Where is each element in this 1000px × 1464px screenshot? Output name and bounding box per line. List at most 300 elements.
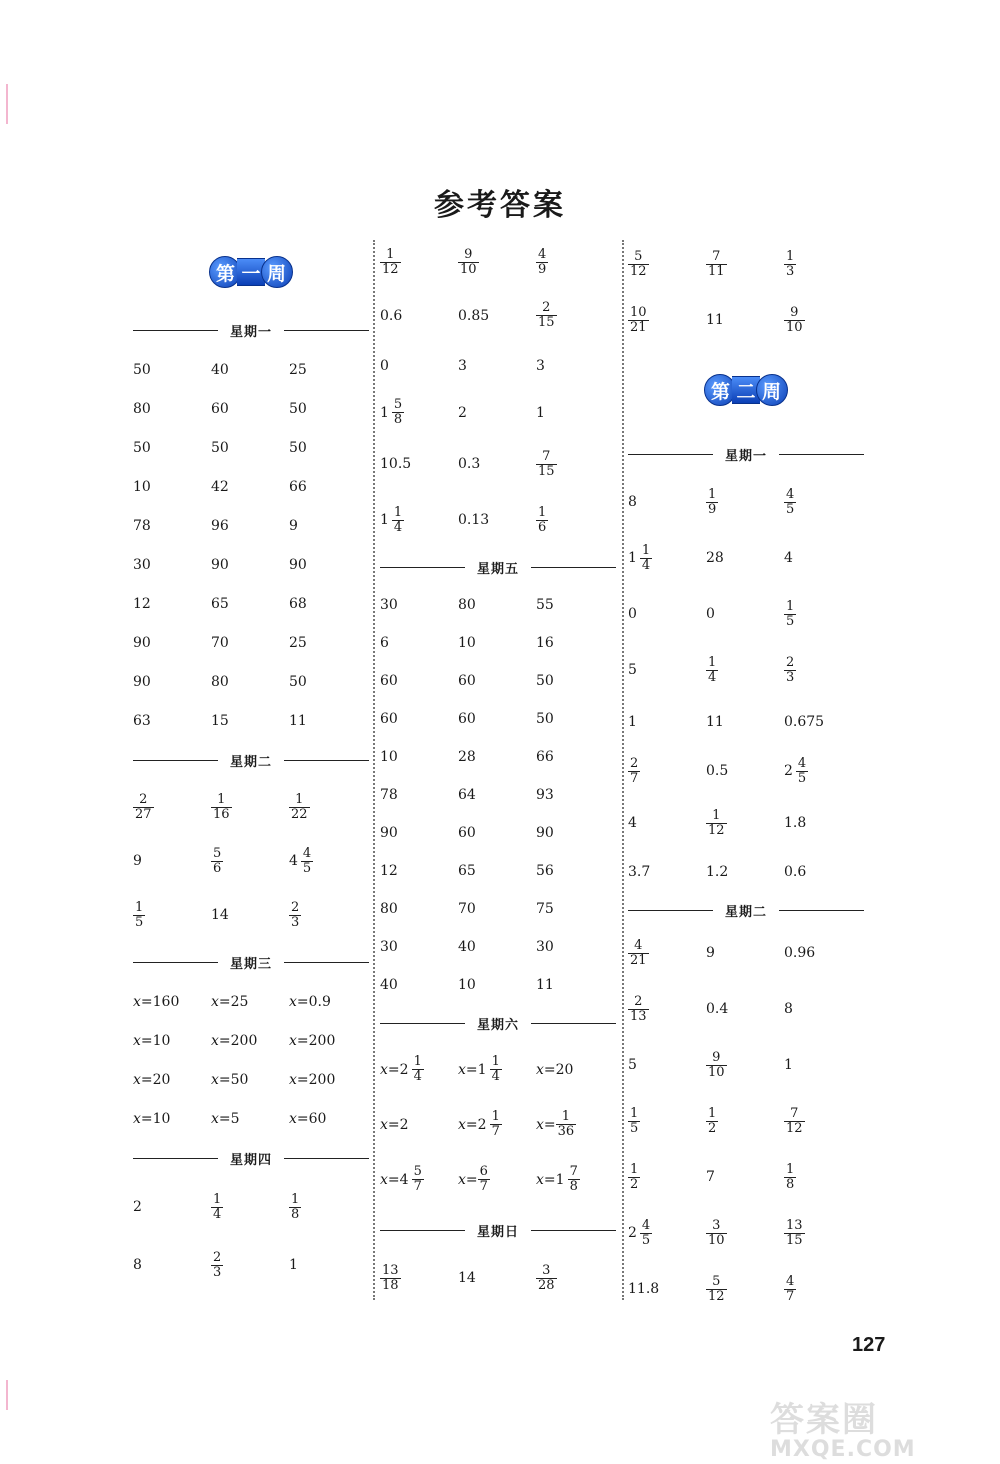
fraction-denominator: 6 bbox=[538, 519, 547, 535]
answer-cell bbox=[458, 635, 536, 651]
answer-row bbox=[628, 1261, 864, 1317]
answer-text: 78 bbox=[133, 517, 151, 534]
fraction bbox=[706, 250, 727, 279]
fraction-denominator: 5 bbox=[797, 770, 807, 786]
answer-row bbox=[628, 698, 864, 745]
answer-cell bbox=[458, 1270, 536, 1286]
answer-row bbox=[133, 1021, 369, 1060]
answer-cell bbox=[289, 1033, 367, 1049]
whole-number: 1 bbox=[380, 512, 389, 528]
answer-text: 42 bbox=[211, 478, 229, 495]
answer-row bbox=[133, 545, 369, 584]
fraction bbox=[392, 398, 404, 427]
answer-cell bbox=[706, 1051, 784, 1080]
fraction bbox=[628, 995, 649, 1024]
fraction-numerator: 1 bbox=[630, 1105, 639, 1121]
answer-cell bbox=[784, 1163, 862, 1192]
answer-text: 11 bbox=[289, 712, 307, 729]
answer-cell bbox=[289, 440, 367, 456]
answer-cell bbox=[706, 864, 784, 880]
fraction bbox=[706, 1275, 727, 1304]
day-header bbox=[380, 548, 616, 586]
whole-number: 1 bbox=[380, 404, 389, 421]
fraction-denominator: 22 bbox=[291, 806, 308, 822]
answer-text: 50 bbox=[133, 361, 151, 378]
answer-cell bbox=[380, 749, 458, 765]
fraction-denominator: 3 bbox=[291, 914, 300, 930]
fraction-numerator: 1 bbox=[786, 248, 795, 264]
answer-cell bbox=[628, 494, 706, 510]
answer-cell bbox=[784, 864, 862, 880]
equation-prefix: x= bbox=[380, 1061, 400, 1078]
fraction-denominator: 11 bbox=[708, 263, 725, 279]
answer-cell bbox=[784, 600, 862, 629]
answer-cell bbox=[536, 901, 614, 917]
answer-text: 200 bbox=[230, 1032, 258, 1049]
answer-cell bbox=[133, 596, 211, 612]
answer-cell bbox=[784, 1219, 862, 1248]
answer-cell bbox=[458, 308, 536, 324]
answer-cell bbox=[706, 1001, 784, 1017]
fraction-denominator: 8 bbox=[569, 1179, 578, 1194]
equation-prefix: x= bbox=[211, 993, 231, 1010]
answer-cell bbox=[536, 301, 614, 330]
answer-cell bbox=[289, 518, 367, 534]
answer-cell bbox=[784, 1275, 862, 1304]
whole-number: 4 bbox=[289, 853, 298, 869]
fraction bbox=[392, 506, 404, 535]
fraction-denominator: 9 bbox=[708, 501, 717, 517]
answer-text: 78 bbox=[380, 787, 398, 803]
answer-text: 60 bbox=[458, 673, 476, 689]
answer-cell bbox=[289, 596, 367, 612]
fraction bbox=[289, 793, 310, 822]
answer-row bbox=[380, 852, 616, 890]
answer-cell bbox=[458, 1110, 536, 1139]
answer-text: 8 bbox=[628, 494, 637, 510]
answer-text: 0.85 bbox=[458, 307, 490, 324]
answer-row bbox=[133, 428, 369, 467]
answer-cell bbox=[536, 863, 614, 879]
answer-row bbox=[133, 584, 369, 623]
answer-cell bbox=[133, 635, 211, 651]
answer-text: 10.5 bbox=[380, 456, 412, 472]
fraction-numerator: 1 bbox=[708, 486, 717, 502]
fraction-numerator: 4 bbox=[634, 937, 643, 953]
answer-cell bbox=[380, 398, 458, 427]
fraction bbox=[628, 939, 649, 968]
fraction-denominator: 10 bbox=[708, 1232, 725, 1248]
fraction-denominator: 18 bbox=[382, 1277, 399, 1293]
answer-text: 16 bbox=[536, 635, 554, 651]
answer-cell bbox=[458, 1055, 536, 1084]
answer-cell bbox=[458, 456, 536, 472]
fraction-denominator: 10 bbox=[786, 319, 803, 335]
answer-row bbox=[628, 1149, 864, 1205]
header-rule-left bbox=[628, 454, 713, 455]
answer-text: 6 bbox=[380, 635, 389, 651]
answer-cell bbox=[211, 1251, 289, 1280]
fraction-denominator: 5 bbox=[786, 501, 795, 517]
answer-cell bbox=[211, 440, 289, 456]
answer-cell bbox=[784, 714, 862, 730]
answer-text: 20 bbox=[555, 1061, 574, 1078]
answer-text: 65 bbox=[211, 595, 229, 612]
answer-cell bbox=[536, 787, 614, 803]
answer-cell bbox=[133, 1072, 211, 1088]
answer-cell bbox=[536, 825, 614, 841]
answer-text: 1 bbox=[289, 1257, 298, 1273]
answer-text: 8 bbox=[133, 1257, 142, 1273]
answer-text: 0 bbox=[380, 357, 389, 374]
fraction bbox=[301, 847, 313, 876]
answer-text: 30 bbox=[133, 556, 151, 573]
answer-cell bbox=[784, 1057, 862, 1073]
answer-text: 60 bbox=[458, 711, 476, 727]
fraction-numerator: 7 bbox=[712, 248, 721, 264]
answer-text: 4 bbox=[628, 815, 637, 831]
header-rule-left bbox=[133, 1158, 218, 1159]
header-rule-right bbox=[284, 760, 369, 761]
answer-cell bbox=[133, 1111, 211, 1127]
equation-prefix: x= bbox=[536, 1061, 556, 1078]
answer-row bbox=[133, 389, 369, 428]
answer-cell bbox=[380, 1055, 458, 1084]
equation-prefix: x= bbox=[380, 1116, 400, 1133]
fraction-numerator: 13 bbox=[382, 1262, 399, 1278]
fraction-numerator: 1 bbox=[135, 899, 144, 915]
fraction bbox=[380, 1264, 401, 1293]
answer-cell bbox=[784, 945, 862, 961]
answer-cell bbox=[458, 248, 536, 277]
answer-text: 0.4 bbox=[706, 1001, 729, 1017]
answer-text: 30 bbox=[536, 939, 554, 955]
fraction bbox=[706, 656, 718, 685]
answer-text: 0.675 bbox=[784, 713, 825, 730]
header-rule-left bbox=[133, 962, 218, 963]
fraction-numerator: 5 bbox=[634, 248, 643, 264]
equation-prefix: x= bbox=[211, 1032, 231, 1049]
fraction-numerator: 9 bbox=[464, 247, 473, 262]
answer-cell bbox=[133, 1033, 211, 1049]
answer-cell bbox=[380, 358, 458, 374]
answer-cell bbox=[536, 673, 614, 689]
answer-cell bbox=[536, 1165, 614, 1194]
answer-text: 10 bbox=[152, 1110, 171, 1127]
day-header bbox=[133, 942, 369, 982]
answer-cell bbox=[706, 250, 784, 279]
answer-cell bbox=[706, 1107, 784, 1136]
fraction-numerator: 5 bbox=[393, 397, 403, 412]
answer-cell bbox=[380, 711, 458, 727]
header-rule-right bbox=[779, 910, 864, 911]
answer-cell bbox=[289, 635, 367, 651]
fraction-denominator: 16 bbox=[213, 806, 230, 822]
answer-row bbox=[133, 506, 369, 545]
fraction-numerator: 7 bbox=[569, 1164, 578, 1179]
answer-cell bbox=[289, 557, 367, 573]
answer-cell bbox=[628, 1107, 706, 1136]
answer-cell bbox=[211, 674, 289, 690]
answer-cell bbox=[380, 787, 458, 803]
fraction bbox=[628, 250, 649, 279]
answer-cell bbox=[380, 506, 458, 535]
answer-cell bbox=[211, 713, 289, 729]
answer-cell bbox=[380, 1117, 458, 1133]
answer-text: 50 bbox=[536, 711, 554, 727]
answer-cell bbox=[289, 674, 367, 690]
fraction-numerator: 1 bbox=[786, 598, 795, 614]
answer-cell bbox=[706, 714, 784, 730]
badge-ball: 第 bbox=[209, 256, 241, 288]
answer-cell bbox=[380, 939, 458, 955]
header-rule-left bbox=[133, 330, 218, 331]
answer-row bbox=[628, 1037, 864, 1093]
answer-cell bbox=[784, 1107, 862, 1136]
answer-cell bbox=[628, 1219, 706, 1248]
answer-cell bbox=[133, 994, 211, 1010]
answer-text: 93 bbox=[536, 787, 554, 803]
equation-prefix: x= bbox=[458, 1171, 478, 1188]
answer-text: 65 bbox=[458, 863, 476, 879]
answer-text: 1 bbox=[628, 713, 637, 730]
fraction-denominator: 8 bbox=[393, 412, 403, 427]
badge-ball: 周 bbox=[261, 256, 293, 288]
answer-text: 1.8 bbox=[784, 815, 807, 831]
answer-text: 30 bbox=[380, 597, 398, 613]
day-header-label: 星期二 bbox=[725, 904, 768, 920]
answer-text: 25 bbox=[289, 634, 307, 651]
answer-cell bbox=[380, 863, 458, 879]
answer-column-2 bbox=[380, 236, 616, 1303]
fraction-numerator: 1 bbox=[538, 504, 547, 520]
answer-cell bbox=[458, 901, 536, 917]
fraction-denominator: 5 bbox=[630, 1120, 639, 1136]
answer-cell bbox=[211, 362, 289, 378]
answer-text: 80 bbox=[380, 901, 398, 917]
fraction-denominator: 4 bbox=[213, 1206, 222, 1222]
answer-cell bbox=[211, 793, 289, 822]
answer-cell bbox=[628, 714, 706, 730]
answer-row bbox=[628, 586, 864, 642]
fraction-numerator: 10 bbox=[630, 304, 647, 320]
fraction bbox=[628, 306, 649, 335]
day-header bbox=[133, 740, 369, 780]
answer-row bbox=[380, 1152, 616, 1207]
answer-text: 2 bbox=[133, 1199, 142, 1215]
fraction-denominator: 12 bbox=[786, 1120, 803, 1136]
answer-row bbox=[380, 700, 616, 738]
fraction bbox=[211, 793, 232, 822]
fraction-denominator: 3 bbox=[786, 669, 795, 685]
answer-cell bbox=[536, 405, 614, 421]
answer-row bbox=[133, 780, 369, 834]
week-badge-label bbox=[704, 374, 787, 406]
answer-text: 10 bbox=[458, 977, 476, 993]
watermark-bottom-text: MXQE.COM bbox=[770, 1437, 916, 1462]
answer-row bbox=[380, 966, 616, 1004]
header-rule-right bbox=[284, 330, 369, 331]
fraction bbox=[412, 1055, 424, 1084]
fraction-denominator: 2 bbox=[630, 1176, 639, 1192]
edge-mark-bottom bbox=[6, 1380, 8, 1410]
fraction bbox=[412, 1165, 424, 1194]
answer-text: 0.6 bbox=[784, 864, 807, 880]
header-rule-right bbox=[284, 1158, 369, 1159]
fraction bbox=[478, 1165, 490, 1194]
fraction-denominator: 15 bbox=[538, 315, 555, 330]
equation-prefix: x= bbox=[211, 1071, 231, 1088]
fraction bbox=[640, 544, 652, 573]
fraction bbox=[784, 1107, 805, 1136]
fraction-numerator: 4 bbox=[538, 247, 547, 262]
equation-prefix: x= bbox=[133, 1032, 153, 1049]
answer-column-3 bbox=[628, 236, 864, 1317]
fraction bbox=[796, 757, 808, 786]
watermark-top-text: 答案圈 bbox=[770, 1400, 878, 1440]
equation-prefix: x= bbox=[536, 1171, 556, 1188]
fraction-numerator: 1 bbox=[561, 1109, 571, 1124]
answer-cell bbox=[133, 1199, 211, 1215]
answer-cell bbox=[289, 1193, 367, 1222]
whole-number: 2 bbox=[628, 1225, 637, 1241]
answer-text: 50 bbox=[289, 673, 307, 690]
fraction-numerator: 1 bbox=[217, 791, 226, 807]
answer-cell bbox=[458, 673, 536, 689]
fraction bbox=[556, 1110, 577, 1139]
answer-text: 4 bbox=[784, 550, 793, 566]
answer-cell bbox=[706, 1169, 784, 1185]
fraction bbox=[784, 306, 805, 335]
header-rule-left bbox=[380, 1230, 465, 1231]
answer-cell bbox=[458, 597, 536, 613]
answer-text: 56 bbox=[536, 863, 554, 879]
fraction-numerator: 1 bbox=[641, 542, 651, 558]
equation-prefix: x= bbox=[458, 1116, 478, 1133]
answer-cell bbox=[289, 713, 367, 729]
badge-ball: 第 bbox=[704, 374, 736, 406]
fraction-denominator: 3 bbox=[213, 1264, 222, 1280]
fraction-numerator: 2 bbox=[786, 654, 795, 670]
answer-row bbox=[628, 1093, 864, 1149]
answer-cell bbox=[628, 306, 706, 335]
fraction bbox=[706, 1107, 718, 1136]
answer-row bbox=[628, 474, 864, 530]
answer-row bbox=[628, 236, 864, 292]
answer-cell bbox=[289, 1257, 367, 1273]
fraction-numerator: 7 bbox=[790, 1105, 799, 1121]
answer-text: 14 bbox=[211, 907, 229, 923]
answer-text: 160 bbox=[152, 993, 180, 1010]
fraction bbox=[706, 1051, 727, 1080]
week-badge bbox=[628, 348, 864, 432]
fraction-numerator: 9 bbox=[790, 304, 799, 320]
fraction-denominator: 10 bbox=[708, 1064, 725, 1080]
answer-cell bbox=[536, 711, 614, 727]
fraction bbox=[211, 1193, 223, 1222]
answer-cell bbox=[784, 550, 862, 566]
answer-text: 9 bbox=[289, 517, 298, 534]
answer-text: 50 bbox=[211, 439, 229, 456]
fraction-denominator: 36 bbox=[557, 1124, 575, 1139]
fraction bbox=[289, 1193, 301, 1222]
fraction bbox=[536, 450, 557, 479]
answer-cell bbox=[133, 853, 211, 869]
day-header bbox=[628, 895, 864, 925]
answer-cell bbox=[380, 901, 458, 917]
equation-prefix: x= bbox=[289, 993, 309, 1010]
fraction-denominator: 7 bbox=[786, 1288, 795, 1304]
answer-cell bbox=[133, 401, 211, 417]
whole-number: 1 bbox=[477, 1061, 487, 1078]
answer-cell bbox=[536, 248, 614, 277]
whole-number: 2 bbox=[399, 1061, 409, 1078]
fraction-numerator: 13 bbox=[786, 1217, 803, 1233]
answer-cell bbox=[536, 1062, 614, 1078]
equation-prefix: x= bbox=[380, 1171, 400, 1188]
answer-cell bbox=[380, 977, 458, 993]
answer-text: 40 bbox=[211, 361, 229, 378]
answer-cell bbox=[706, 656, 784, 685]
fraction-denominator: 7 bbox=[491, 1124, 500, 1139]
answer-cell bbox=[536, 506, 614, 535]
day-header bbox=[133, 310, 369, 350]
answer-cell bbox=[289, 1072, 367, 1088]
answer-cell bbox=[706, 945, 784, 961]
answer-text: 10 bbox=[380, 749, 398, 765]
answer-text: 11 bbox=[536, 977, 554, 993]
fraction-numerator: 4 bbox=[786, 486, 795, 502]
fraction-numerator: 1 bbox=[708, 1105, 717, 1121]
header-rule-right bbox=[779, 454, 864, 455]
fraction-numerator: 5 bbox=[413, 1164, 422, 1179]
answer-text: 0 bbox=[628, 606, 637, 622]
answer-cell bbox=[784, 306, 862, 335]
fraction-numerator: 2 bbox=[630, 755, 639, 771]
day-header-label: 星期三 bbox=[230, 956, 273, 972]
fraction-denominator: 3 bbox=[786, 263, 795, 279]
fraction-denominator: 5 bbox=[302, 860, 312, 876]
answer-cell bbox=[133, 362, 211, 378]
fraction-numerator: 3 bbox=[542, 1262, 551, 1278]
column-divider-1 bbox=[373, 240, 375, 1300]
header-rule-left bbox=[133, 760, 218, 761]
answer-text: 12 bbox=[133, 595, 151, 612]
answer-cell bbox=[289, 901, 367, 930]
fraction-numerator: 1 bbox=[491, 1054, 500, 1069]
answer-text: 10 bbox=[133, 478, 151, 495]
header-rule-left bbox=[380, 1023, 465, 1024]
answer-text: 0 bbox=[706, 606, 715, 622]
fraction-denominator: 2 bbox=[708, 1120, 717, 1136]
answer-row bbox=[133, 1236, 369, 1294]
fraction-denominator: 5 bbox=[786, 613, 795, 629]
answer-cell bbox=[133, 518, 211, 534]
answer-row bbox=[380, 928, 616, 966]
fraction bbox=[536, 1264, 557, 1293]
answer-row bbox=[628, 797, 864, 849]
equation-prefix: x= bbox=[458, 1061, 478, 1078]
answer-cell bbox=[536, 635, 614, 651]
day-header-label: 星期一 bbox=[725, 448, 768, 464]
answer-cell bbox=[784, 250, 862, 279]
fraction bbox=[640, 1219, 652, 1248]
answer-text: 60 bbox=[458, 825, 476, 841]
equation-prefix: x= bbox=[289, 1032, 309, 1049]
answer-text: 90 bbox=[133, 634, 151, 651]
answer-row bbox=[133, 888, 369, 942]
answer-text: 200 bbox=[308, 1071, 336, 1088]
